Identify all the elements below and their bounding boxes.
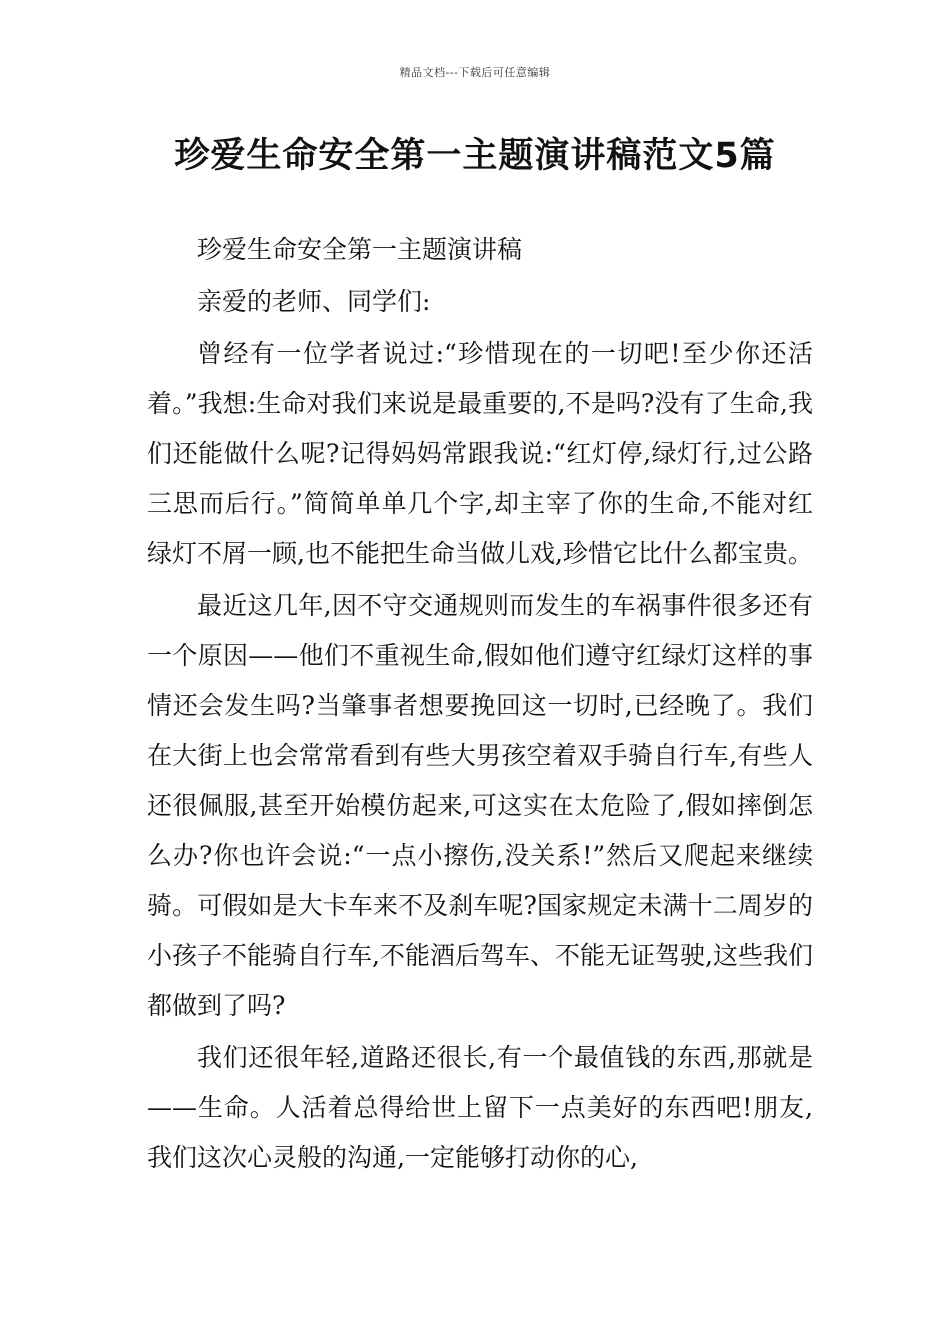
document-title: 珍爱生命安全第一主题演讲稿范文5篇 xyxy=(174,136,776,176)
document-body xyxy=(147,225,813,1185)
paragraph: 最近这几年,因不守交通规则而发生的车祸事件很多还有一个原因——他们不重视生命,假如他们遵守红绿灯这样的事情还会发生吗?当肇事者想要挽回这一切时,已经晚了。我们在大街上也会常常看到有些大男孩空着双手骑自行车,有些人还很佩服,甚至开始模仿起来,可这实在太危险了,假如摔倒怎么办?你也许会说:“一点小擦伤,没关系!”然后又爬起来继续骑。可假如是大卡车来不及刹车呢?国家规定未满十二周岁的小孩子不能骑自行车,不能酒后驾车、不能无证驾驶,这些我们都做到了吗? xyxy=(147,591,813,1020)
paragraph: 我们还很年轻,道路还很长,有一个最值钱的东西,那就是——生命。人活着总得给世上留下一点美好的东西吧!朋友,我们这次心灵般的沟通,一定能够打动你的心, xyxy=(147,1043,813,1172)
paragraph-salutation: 亲爱的老师、同学们: xyxy=(197,287,431,316)
header-note: 精品文档---下载后可任意编辑 xyxy=(399,66,551,79)
paragraph: 曾经有一位学者说过:“珍惜现在的一切吧!至少你还活着。”我想:生命对我们来说是最重要的,不是吗?没有了生命,我们还能做什么呢?记得妈妈常跟我说:“红灯停,绿灯行,过公路三思而后行。”简简单单几个字,却主宰了你的生命,不能对红绿灯不屑一顾,也不能把生命当做儿戏,珍惜它比什么都宝贵。 xyxy=(147,339,813,568)
paragraph-subtitle: 珍爱生命安全第一主题演讲稿 xyxy=(197,235,523,264)
